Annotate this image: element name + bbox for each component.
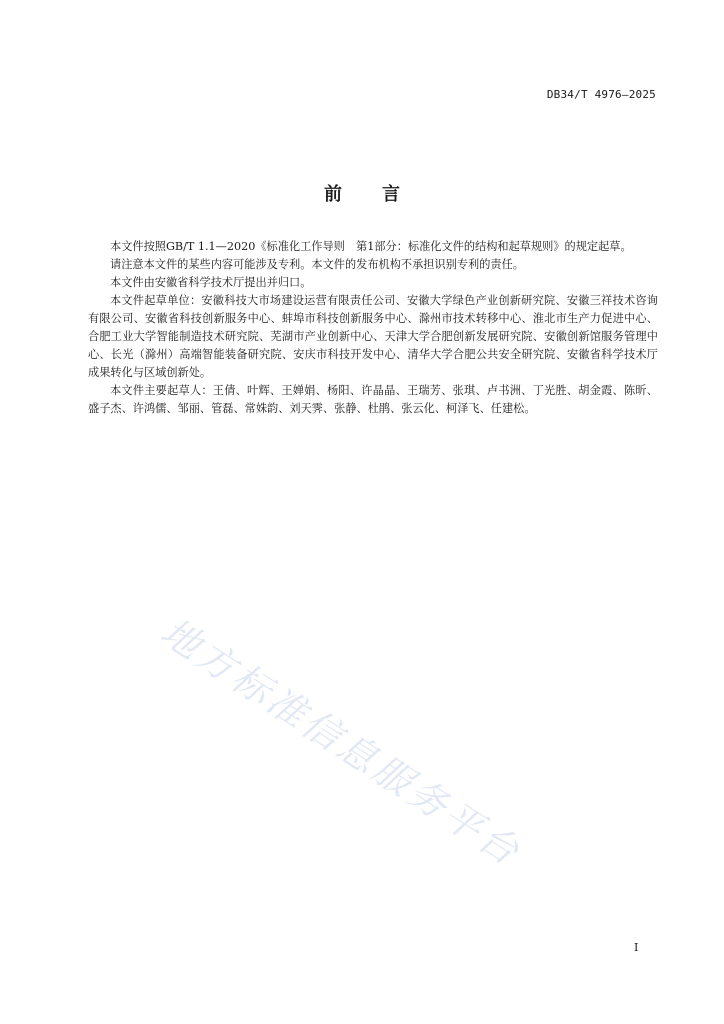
paragraph-proposer: 本文件由安徽省科学技术厅提出并归口。 (110, 276, 312, 289)
paragraph-drafting-units: 本文件起草单位：安徽科技大市场建设运营有限责任公司、安徽大学绿色产业创新研究院、安徽三祥技术咨询有限公司、安徽省科技创新服务中心、蚌埠市科技创新服务中心、滁州市技术转移中心、淮北市生产力促进中心、合肥工业大学智能制造技术研究院、芜湖市产业创新中心、天津大学合肥创新发展研究院、安徽创新馆服务管理中心、长光（滁州）高端智能装备研究院、安庆市科技开发中心、清华大学合肥公共安全研究院、安徽省科学技术厅成果转化与区域创新处。 (88, 294, 658, 379)
page-number: I (634, 941, 639, 954)
page-title: 前言 (324, 184, 440, 205)
watermark: 地方标准信息服务平台 (153, 609, 530, 876)
paragraph-drafting-rules: 本文件按照GB/T 1.1—2020《标准化工作导则 第1部分：标准化文件的结构和起草规则》的规定起草。 (110, 240, 632, 253)
paragraph-patent-notice: 请注意本文件的某些内容可能涉及专利。本文件的发布机构不承担识别专利的责任。 (110, 258, 524, 271)
body-text (88, 238, 658, 418)
paragraph-drafters: 本文件主要起草人：王倩、叶辉、王婵娟、杨阳、许晶晶、王瑞芳、张琪、卢书洲、丁光胜、胡金霞、陈昕、盛子杰、许鸿儒、邹丽、管磊、常姝韵、刘天霁、张静、杜鹃、张云化、柯泽飞、任建松。 (88, 384, 658, 415)
document-code: DB34/T 4976—2025 (546, 88, 656, 101)
